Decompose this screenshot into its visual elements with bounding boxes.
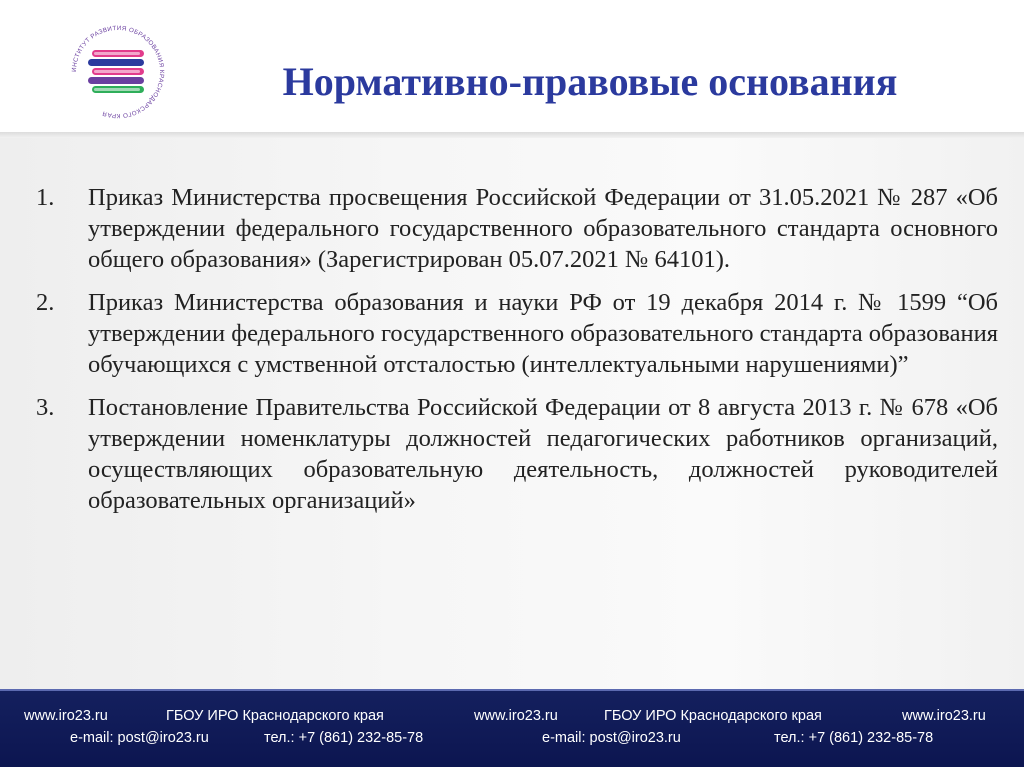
item-number: 1. [36, 184, 55, 211]
institute-logo-icon [64, 18, 172, 126]
slide-title: Нормативно-правовые основания [282, 59, 898, 104]
footer-org-group [604, 705, 933, 749]
logo-ring-text: ИНСТИТУТ РАЗВИТИЯ ОБРАЗОВАНИЯ КРАСНОДАРСКОГО КРАЯ [70, 24, 166, 120]
slide-footer [0, 689, 1024, 767]
item-text: Приказ Министерства просвещения Российской Федерации от 31.05.2021 № 287 «Об утверждении федерального государственного образовательного стандарта основного общего образования» (Зарегистрирован 05.07.2021 № 64101). [88, 184, 998, 273]
slide-header [0, 0, 1024, 132]
footer-email-link[interactable]: e-mail: post@iro23.ru [542, 730, 681, 746]
footer-site-link[interactable]: www.iro23.ru [24, 708, 108, 724]
item-number: 2. [36, 289, 55, 316]
list-item [36, 287, 998, 380]
footer-contact-group [902, 705, 986, 727]
footer-site-link[interactable]: www.iro23.ru [902, 708, 986, 724]
regulations-list [36, 182, 998, 528]
list-item [36, 392, 998, 516]
list-item [36, 182, 998, 275]
footer-org-name: ГБОУ ИРО Краснодарского края [604, 708, 822, 724]
footer-site-link[interactable]: www.iro23.ru [474, 708, 558, 724]
item-text: Приказ Министерства образования и науки РФ от 19 декабря 2014 г. № 1599 “Об утверждении федерального государственного образовательного стандарта образования обучающихся с умственной отсталостью (интеллектуальными нарушениями)” [88, 289, 998, 378]
footer-phone: тел.: +7 (861) 232-85-78 [774, 730, 934, 746]
footer-org-group [166, 705, 423, 749]
footer-org-name: ГБОУ ИРО Краснодарского края [166, 708, 384, 724]
item-text: Постановление Правительства Российской Федерации от 8 августа 2013 г. № 678 «Об утверждении номенклатуры должностей педагогических работников организаций, осуществляющих образовательную деятельность, должностей руководителей образовательных организаций» [88, 394, 998, 514]
slide-content [0, 138, 1024, 689]
item-number: 3. [36, 394, 55, 421]
footer-phone: тел.: +7 (861) 232-85-78 [264, 730, 424, 746]
footer-email-link[interactable]: e-mail: post@iro23.ru [70, 730, 209, 746]
